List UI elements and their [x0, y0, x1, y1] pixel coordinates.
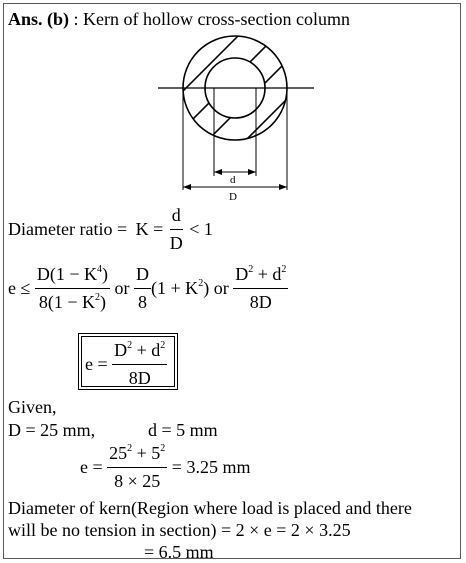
- ratio-label: Diameter ratio =: [8, 219, 128, 239]
- ecc-f2-factor: [151, 278, 209, 298]
- boxed-num-pow1: 2: [127, 340, 133, 351]
- calc-lhs: e =: [80, 457, 103, 477]
- ecc-f1-den: 8(1 − K: [38, 292, 96, 312]
- ecc-f2-num: D: [134, 264, 151, 289]
- ecc-f1-den-close: ): [100, 292, 107, 312]
- ecc-f1-num-pow: 4: [97, 264, 103, 275]
- boxed-lhs: e =: [85, 354, 108, 374]
- answer-label: Ans. (b): [8, 9, 70, 29]
- ecc-lhs: e ≤: [8, 278, 31, 298]
- ecc-f3-num-pow2: 2: [281, 264, 287, 275]
- ecc-or-2: or: [213, 278, 229, 298]
- hollow-section-figure: [150, 28, 320, 206]
- eccentricity-inequality: [8, 264, 288, 313]
- ratio-tail: < 1: [189, 219, 213, 239]
- diameter-ratio-line: [8, 205, 213, 254]
- boxed-kern-formula: [78, 333, 178, 390]
- boxed-num-b: + d: [132, 340, 161, 360]
- ecc-f2-den: 8: [138, 292, 148, 312]
- ecc-f3-num-b: + d: [253, 264, 282, 284]
- ecc-fraction-3: [233, 264, 288, 313]
- ecc-f2-factor-pow: 2: [198, 278, 204, 289]
- ratio-numerator: d: [170, 205, 183, 230]
- eccentricity-calculation: [80, 443, 250, 492]
- calc-num-pow2: 2: [160, 443, 166, 454]
- ecc-fraction-1: [35, 264, 110, 313]
- conclusion-line-1: Diameter of kern(Region where load is placed and there: [8, 498, 412, 518]
- ecc-or-1: or: [114, 278, 130, 298]
- inner-diameter-label: d: [230, 174, 236, 186]
- answer-heading: [8, 10, 350, 28]
- boxed-den: 8D: [128, 368, 151, 388]
- boxed-fraction: [112, 340, 167, 389]
- ratio-denominator: D: [169, 233, 183, 253]
- ecc-f3-num-pow1: 2: [248, 264, 254, 275]
- ecc-f2-factor-a: (1 + K: [151, 278, 199, 298]
- boxed-num-a: D: [114, 340, 128, 360]
- conclusion-line-3: = 6.5 mm: [144, 542, 214, 562]
- calc-fraction: [107, 443, 167, 492]
- ecc-f3-num-a: D: [235, 264, 249, 284]
- ring-hatching: [150, 28, 320, 186]
- boxed-formula-content: [85, 340, 167, 389]
- calc-result: = 3.25 mm: [171, 457, 251, 477]
- given-label: Given,: [8, 397, 57, 417]
- ratio-fraction: [168, 205, 185, 254]
- ratio-k: K =: [135, 219, 164, 239]
- calc-num-pow1: 2: [127, 443, 133, 454]
- calc-den: 8 × 25: [114, 471, 161, 491]
- ecc-fraction-2: [134, 264, 151, 313]
- calc-num-a: 25: [109, 443, 128, 463]
- calc-num-b: + 5: [132, 443, 161, 463]
- ecc-f2-factor-b: ): [203, 278, 210, 298]
- answer-title: : Kern of hollow cross-section column: [73, 9, 350, 29]
- given-inner-diameter: d = 5 mm: [148, 420, 218, 440]
- conclusion-line-2: will be no tension in section) = 2 × e = 2 × 3.25: [8, 520, 351, 540]
- ecc-f1-num-close: ): [102, 264, 109, 284]
- ecc-f1-den-pow: 2: [95, 292, 101, 303]
- ecc-f3-den: 8D: [249, 292, 272, 312]
- ecc-f1-num: D(1 − K: [36, 264, 98, 284]
- outer-diameter-label: D: [229, 191, 237, 203]
- given-outer-diameter: D = 25 mm,: [8, 420, 96, 440]
- boxed-num-pow2: 2: [160, 340, 166, 351]
